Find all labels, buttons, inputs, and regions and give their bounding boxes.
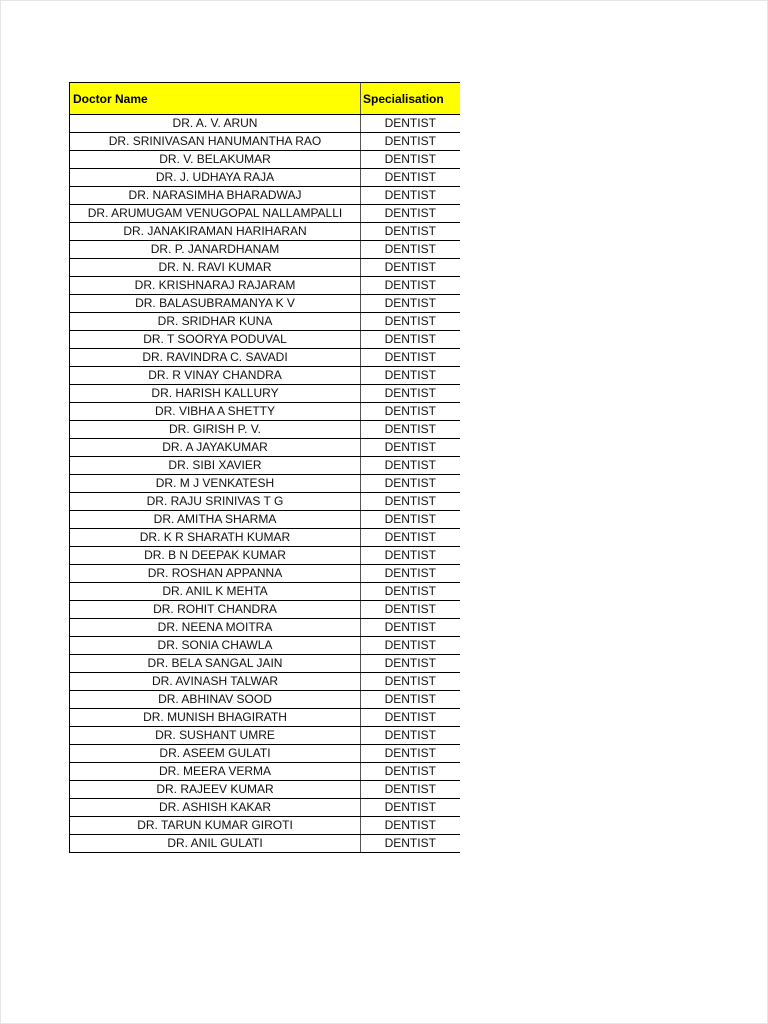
doctor-name-cell: DR. BELA SANGAL JAIN — [70, 655, 361, 673]
specialisation-cell: DENTIST — [361, 691, 460, 709]
doctor-name-cell: DR. N. RAVI KUMAR — [70, 259, 361, 277]
doctor-name-cell: DR. V. BELAKUMAR — [70, 151, 361, 169]
table-row — [70, 367, 460, 385]
doctor-name-cell: DR. JANAKIRAMAN HARIHARAN — [70, 223, 361, 241]
specialisation-cell: DENTIST — [361, 331, 460, 349]
doctor-name-cell: DR. P. JANARDHANAM — [70, 241, 361, 259]
table-row — [70, 493, 460, 511]
doctor-name-cell: DR. TARUN KUMAR GIROTI — [70, 817, 361, 835]
specialisation-cell: DENTIST — [361, 601, 460, 619]
specialisation-cell: DENTIST — [361, 493, 460, 511]
table-row — [70, 619, 460, 637]
doctor-name-cell: DR. T SOORYA PODUVAL — [70, 331, 361, 349]
table-row — [70, 295, 460, 313]
table-row — [70, 601, 460, 619]
table-row — [70, 583, 460, 601]
specialisation-cell: DENTIST — [361, 187, 460, 205]
specialisation-cell: DENTIST — [361, 673, 460, 691]
doctor-name-cell: DR. ROHIT CHANDRA — [70, 601, 361, 619]
doctor-name-cell: DR. RAJEEV KUMAR — [70, 781, 361, 799]
table-row — [70, 475, 460, 493]
table-row — [70, 133, 460, 151]
doctor-name-cell: DR. AVINASH TALWAR — [70, 673, 361, 691]
table-row — [70, 277, 460, 295]
doctor-name-cell: DR. AMITHA SHARMA — [70, 511, 361, 529]
specialisation-cell: DENTIST — [361, 241, 460, 259]
table-row — [70, 187, 460, 205]
doctor-name-cell: DR. R VINAY CHANDRA — [70, 367, 361, 385]
specialisation-cell: DENTIST — [361, 115, 460, 133]
doctor-name-cell: DR. RAJU SRINIVAS T G — [70, 493, 361, 511]
table-row — [70, 763, 460, 781]
doctor-name-cell: DR. ABHINAV SOOD — [70, 691, 361, 709]
specialisation-cell: DENTIST — [361, 817, 460, 835]
doctor-name-cell: DR. ANIL GULATI — [70, 835, 361, 853]
table-row — [70, 457, 460, 475]
table-row — [70, 151, 460, 169]
specialisation-cell: DENTIST — [361, 745, 460, 763]
specialisation-cell: DENTIST — [361, 457, 460, 475]
table-row — [70, 709, 460, 727]
table-row — [70, 169, 460, 187]
specialisation-cell: DENTIST — [361, 547, 460, 565]
specialisation-cell: DENTIST — [361, 565, 460, 583]
doctor-name-cell: DR. SRINIVASAN HANUMANTHA RAO — [70, 133, 361, 151]
specialisation-cell: DENTIST — [361, 835, 460, 853]
doctor-name-cell: DR. KRISHNARAJ RAJARAM — [70, 277, 361, 295]
specialisation-cell: DENTIST — [361, 763, 460, 781]
specialisation-cell: DENTIST — [361, 619, 460, 637]
specialisation-cell: DENTIST — [361, 313, 460, 331]
specialisation-cell: DENTIST — [361, 133, 460, 151]
doctor-name-cell: DR. BALASUBRAMANYA K V — [70, 295, 361, 313]
doctor-name-cell: DR. ROSHAN APPANNA — [70, 565, 361, 583]
specialisation-cell: DENTIST — [361, 223, 460, 241]
table-row — [70, 439, 460, 457]
specialisation-cell: DENTIST — [361, 511, 460, 529]
doctor-name-cell: DR. SRIDHAR KUNA — [70, 313, 361, 331]
doctor-name-cell: DR. SIBI XAVIER — [70, 457, 361, 475]
doctor-name-cell: DR. MUNISH BHAGIRATH — [70, 709, 361, 727]
table-row — [70, 259, 460, 277]
specialisation-cell: DENTIST — [361, 295, 460, 313]
table-row — [70, 745, 460, 763]
specialisation-header: Specialisation — [361, 83, 460, 115]
specialisation-cell: DENTIST — [361, 403, 460, 421]
doctor-name-cell: DR. K R SHARATH KUMAR — [70, 529, 361, 547]
table-row — [70, 547, 460, 565]
table-row — [70, 385, 460, 403]
doctor-name-cell: DR. SONIA CHAWLA — [70, 637, 361, 655]
doctor-name-cell: DR. ANIL K MEHTA — [70, 583, 361, 601]
doctor-name-cell: DR. NEENA MOITRA — [70, 619, 361, 637]
table-header-row — [70, 83, 460, 115]
doctor-name-cell: DR. SUSHANT UMRE — [70, 727, 361, 745]
doctor-name-cell: DR. ARUMUGAM VENUGOPAL NALLAMPALLI — [70, 205, 361, 223]
doctor-table — [69, 82, 460, 853]
table-row — [70, 115, 460, 133]
table-body — [70, 115, 460, 853]
specialisation-cell: DENTIST — [361, 169, 460, 187]
doctor-name-cell: DR. ASHISH KAKAR — [70, 799, 361, 817]
specialisation-cell: DENTIST — [361, 439, 460, 457]
doctor-name-cell: DR. J. UDHAYA RAJA — [70, 169, 361, 187]
doctor-name-header: Doctor Name — [70, 83, 361, 115]
specialisation-cell: DENTIST — [361, 205, 460, 223]
specialisation-cell: DENTIST — [361, 385, 460, 403]
table-row — [70, 223, 460, 241]
specialisation-cell: DENTIST — [361, 277, 460, 295]
specialisation-cell: DENTIST — [361, 421, 460, 439]
specialisation-cell: DENTIST — [361, 709, 460, 727]
table-row — [70, 673, 460, 691]
doctor-name-cell: DR. HARISH KALLURY — [70, 385, 361, 403]
specialisation-cell: DENTIST — [361, 367, 460, 385]
doctor-name-cell: DR. MEERA VERMA — [70, 763, 361, 781]
table-row — [70, 349, 460, 367]
doctor-name-cell: DR. NARASIMHA BHARADWAJ — [70, 187, 361, 205]
table-row — [70, 835, 460, 853]
doctor-name-cell: DR. VIBHA A SHETTY — [70, 403, 361, 421]
specialisation-cell: DENTIST — [361, 655, 460, 673]
table-row — [70, 727, 460, 745]
table-row — [70, 313, 460, 331]
table-row — [70, 241, 460, 259]
specialisation-cell: DENTIST — [361, 475, 460, 493]
specialisation-cell: DENTIST — [361, 151, 460, 169]
specialisation-cell: DENTIST — [361, 781, 460, 799]
specialisation-cell: DENTIST — [361, 349, 460, 367]
doctor-name-cell: DR. B N DEEPAK KUMAR — [70, 547, 361, 565]
specialisation-cell: DENTIST — [361, 727, 460, 745]
specialisation-cell: DENTIST — [361, 529, 460, 547]
specialisation-cell: DENTIST — [361, 799, 460, 817]
table-row — [70, 511, 460, 529]
table-row — [70, 817, 460, 835]
specialisation-cell: DENTIST — [361, 259, 460, 277]
doctor-name-cell: DR. A. V. ARUN — [70, 115, 361, 133]
doctor-name-cell: DR. M J VENKATESH — [70, 475, 361, 493]
table-row — [70, 421, 460, 439]
doctor-name-cell: DR. ASEEM GULATI — [70, 745, 361, 763]
table-row — [70, 403, 460, 421]
doctor-name-cell: DR. GIRISH P. V. — [70, 421, 361, 439]
table-row — [70, 331, 460, 349]
specialisation-cell: DENTIST — [361, 637, 460, 655]
table-row — [70, 205, 460, 223]
table-row — [70, 799, 460, 817]
table-row — [70, 637, 460, 655]
table-row — [70, 655, 460, 673]
table-row — [70, 565, 460, 583]
specialisation-cell: DENTIST — [361, 583, 460, 601]
doctor-name-cell: DR. A JAYAKUMAR — [70, 439, 361, 457]
table-row — [70, 529, 460, 547]
table-row — [70, 781, 460, 799]
doctor-name-cell: DR. RAVINDRA C. SAVADI — [70, 349, 361, 367]
table-row — [70, 691, 460, 709]
